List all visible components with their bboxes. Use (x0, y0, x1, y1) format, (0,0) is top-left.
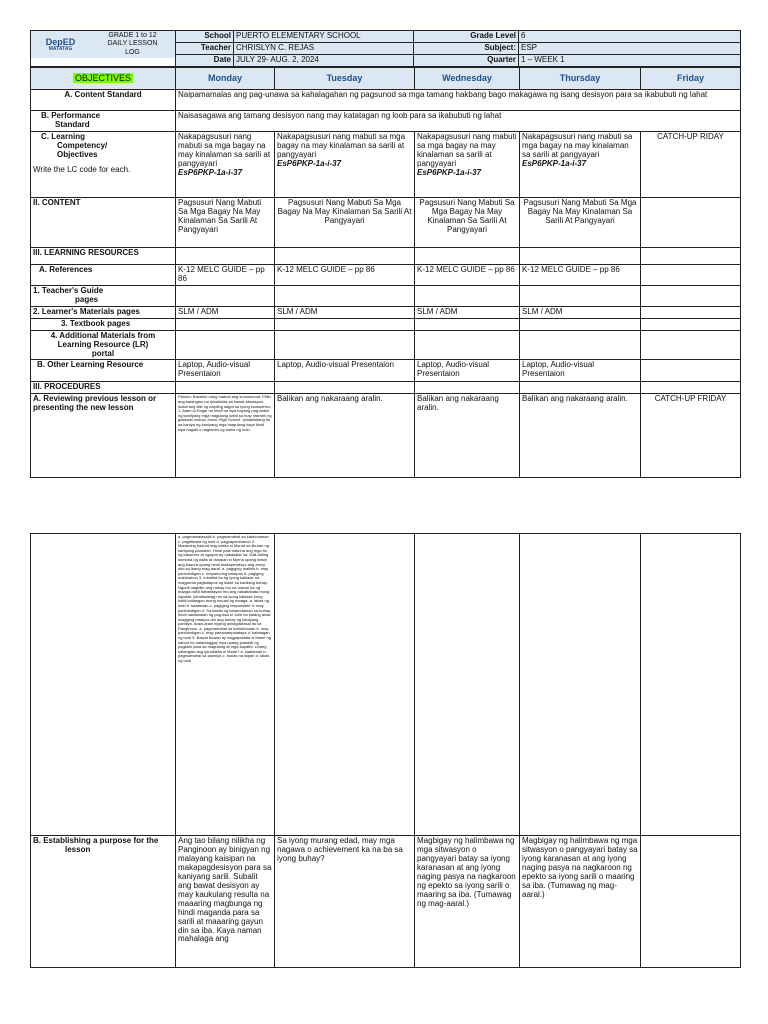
am-friday (641, 330, 741, 360)
tg-monday (176, 285, 275, 306)
learners-materials-row (31, 306, 741, 318)
purpose-label-line2: lesson (65, 844, 91, 854)
content-wednesday: Pagsusuri Nang Mabuti Sa Mga Bagay Na May Kinalaman Sa Sarili At Pangyayari (415, 197, 520, 247)
am-label-line3: portal (91, 348, 115, 358)
content-label: II. CONTENT (31, 197, 176, 247)
day-thursday: Thursday (520, 68, 641, 90)
school-value: PUERTO ELEMENTARY SCHOOL (234, 31, 414, 43)
references-tuesday: K-12 MELC GUIDE – pp 86 (275, 264, 415, 285)
review-continued-row (31, 534, 741, 836)
lc-label-line1: C. Learning (41, 131, 86, 141)
lc-friday: CATCH-UP RIDAY (641, 131, 741, 197)
objectives-label: OBJECTIVES (74, 73, 131, 84)
dll-table-page1 (30, 30, 741, 67)
performance-standard-label (31, 111, 176, 132)
teacher-value: CHRISLYN C. REJAS (234, 43, 414, 55)
matatag-logo-text: MATATAG (48, 45, 73, 52)
teacher-label: Teacher (176, 43, 234, 55)
objectives-header (31, 68, 176, 90)
review-continued-monday: a. pagmamalasakit b. pagmamahal sa katotohanan c. pagtitiwala ng loob d. pagpapahinahon 2. Maraming basura ang nakita ni Myrna sa ilkuran ng kaniyang paaralan. Hindi pala nakuha ang mga ito ng basurero at ngayon ay nakakalat na. Dali-daling kumuha ng walis at dustpan si Myrna upang linisin ang basura upang hindi makaperwisyo ang amoy nito sa ibang mag-aaral. a. pagiging malinis b. may paninindigan c. mapanuring kaisipan d. pagiging mahinahon 3. Inimbita ka ng iyong kaklase na magpunta pagkatapos ng klase sa kanilang bahay. Ngunit nagbilin ang nanay mo na umuwi ka ng maaga dahil babantayan mo ang nakababata mong kapatid. Ipinaliwanag mo sa iyong kaklase kung bakit kailangan mong umuwi ng maaga. a. lakas ng loob b. kaalaman c. pagiging responsible d. may paninindigan 4. Sa kabila ng karamdaman sa buhay, hindi nawawalan ng pag-asa si Julie na balang araw magiging maayos din ang buhay ng kaniyang pamilya. Araw-araw niyang ipinagdarasal ito sa Panginoon. a. pagmamahal sa katotohanan b. may paninindigan c. may pananampalataya d. katatagan ng loob 5. Bawat buwan ay nagpapadala si Marie ng sahod na natatanggap niya upang ipambili ng pagkain para sa magulang at mga kapatid. Unang katangian ang ipinakikita ni Marie? a. kaalaman b. pagmamahal sa pamilya c. bukas na isipan d. lakas ng loob (176, 534, 275, 836)
content-standard-value: Naipamamalas ang pag-unawa sa kahalagahan ng pagsunod sa mga tamang hakbang bago makagawa ng isang desisyon para sa ikabubuti ng lahat (176, 90, 741, 111)
olr-monday: Laptop, Audio-visual Presentaion (176, 360, 275, 382)
lc-wednesday-code: EsP6PKP-1a-i-37 (417, 167, 482, 177)
lc-label-line2: Competency/ (57, 140, 108, 150)
content-row (31, 197, 741, 247)
resources-wednesday (415, 247, 520, 264)
days-header-row (31, 68, 741, 90)
grades-label: GRADE 1 to 12 (108, 32, 157, 39)
tb-thursday (520, 318, 641, 330)
content-friday (641, 197, 741, 247)
lc-monday-code: EsP6PKP-1a-i-37 (178, 167, 243, 177)
learners-materials-label: 2. Learner's Materials pages (31, 306, 176, 318)
lc-tuesday (275, 131, 415, 197)
references-label: A. References (31, 264, 176, 285)
am-label-line1: 4. Additional Materials from (50, 330, 156, 340)
content-standard-row (31, 90, 741, 111)
lc-label-line3: Objectives (57, 149, 98, 159)
lc-thursday-code: EsP6PKP-1a-i-37 (522, 158, 587, 168)
tg-wednesday (415, 285, 520, 306)
am-monday (176, 330, 275, 360)
purpose-monday: Ang tao bilang nilikha ng Panginoon ay binigyan ng malayang kaisipan na makapagdesisyon para sa kaniyang sarili. Subalit ang bawat desisyon ay may kaukulang resulta na maaaring magbunga ng hindi maganda para sa sarili at maaaring gayun din sa iba. Kaya naman mahalaga ang (176, 836, 275, 968)
quarter-label: Quarter (414, 55, 519, 67)
logo-block (31, 31, 176, 67)
school-label: School (176, 31, 234, 43)
lc-thursday-text: Nakapagsusuri nang mabuti sa mga bagay na may kinalaman sa sarili at pangyayari (522, 131, 633, 159)
tb-friday (641, 318, 741, 330)
deped-logo-text: DepED (45, 36, 76, 47)
review-wednesday: Balikan ang nakaraang aralin. (415, 394, 520, 478)
tg-friday (641, 285, 741, 306)
learning-competency-label (31, 131, 176, 197)
review-continued-label (31, 534, 176, 836)
learning-competency-row (31, 131, 741, 197)
additional-materials-row (31, 330, 741, 360)
dll-body-page1 (30, 67, 741, 478)
day-wednesday: Wednesday (415, 68, 520, 90)
tb-tuesday (275, 318, 415, 330)
proc-tuesday (275, 382, 415, 394)
olr-thursday: Laptop, Audio-visual Presentaion (520, 360, 641, 382)
review-friday: CATCH-UP FRIDAY (641, 394, 741, 478)
subject-value: ESP (519, 43, 741, 55)
purpose-row (31, 836, 741, 968)
references-row (31, 264, 741, 285)
lm-wednesday: SLM / ADM (415, 306, 520, 318)
other-resources-row (31, 360, 741, 382)
resources-tuesday (275, 247, 415, 264)
lm-monday: SLM / ADM (176, 306, 275, 318)
dll-body-page2 (30, 533, 741, 968)
olr-tuesday: Laptop, Audio-visual Presentaion (275, 360, 415, 382)
lc-monday-text: Nakapagsusuri nang mabuti sa mga bagay na may kinalaman sa sarili at pangyayari (178, 131, 271, 168)
proc-monday (176, 382, 275, 394)
tg-label-line1: 1. Teacher's Guide (33, 285, 104, 295)
review-continued-wednesday (415, 534, 520, 836)
review-label: A. Reviewing previous lesson or presenting the new lesson (31, 394, 176, 478)
tg-thursday (520, 285, 641, 306)
review-continued-tuesday (275, 534, 415, 836)
additional-materials-label (31, 330, 176, 360)
olr-wednesday: Laptop, Audio-visual Presentaion (415, 360, 520, 382)
textbook-row (31, 318, 741, 330)
deped-logo (31, 31, 90, 58)
resources-thursday (520, 247, 641, 264)
lc-thursday (520, 131, 641, 197)
content-standard-label: A. Content Standard (31, 90, 176, 111)
other-resources-label: B. Other Learning Resource (31, 360, 176, 382)
proc-friday (641, 382, 741, 394)
proc-wednesday (415, 382, 520, 394)
review-tuesday: Balikan ang nakaraang aralin. (275, 394, 415, 478)
review-thursday: Balikan ang nakaraang aralin. (520, 394, 641, 478)
textbook-label: 3. Textbook pages (31, 318, 176, 330)
resources-monday (176, 247, 275, 264)
grade-level-label: Grade Level (414, 31, 519, 43)
olr-friday (641, 360, 741, 382)
doc-title-line1: DAILY LESSON (107, 40, 158, 48)
purpose-thursday: Magbigay ng halimbawa ng mga sitwasyon o pangyayari batay sa iyong karanasan at ang iyong naging pasya na nagkaroon ng epekto sa iyong sarili o maaring sa iba. (Tumawag ng mag-aaral.) (520, 836, 641, 968)
references-friday (641, 264, 741, 285)
am-wednesday (415, 330, 520, 360)
tb-monday (176, 318, 275, 330)
perf-label-line2: Standard (55, 119, 90, 129)
quarter-value: 1 – WEEK 1 (519, 55, 741, 67)
lc-monday (176, 131, 275, 197)
tg-label-line2: pages (75, 294, 99, 304)
content-tuesday: Pagsusuri Nang Mabuti Sa Mga Bagay Na May Kinalaman Sa Sarili At Pangyayari (275, 197, 415, 247)
learning-resources-row (31, 247, 741, 264)
proc-thursday (520, 382, 641, 394)
review-row (31, 394, 741, 478)
lm-tuesday: SLM / ADM (275, 306, 415, 318)
day-tuesday: Tuesday (275, 68, 415, 90)
references-wednesday: K-12 MELC GUIDE – pp 86 (415, 264, 520, 285)
grade-level-value: 6 (519, 31, 741, 43)
references-thursday: K-12 MELC GUIDE – pp 86 (520, 264, 641, 285)
am-thursday (520, 330, 641, 360)
learning-resources-label: III. LEARNING RESOURCES (31, 247, 176, 264)
tb-wednesday (415, 318, 520, 330)
header-row-school (31, 31, 741, 43)
teachers-guide-label (31, 285, 176, 306)
day-friday: Friday (641, 68, 741, 90)
lc-wednesday (415, 131, 520, 197)
dll-title-block (90, 31, 175, 58)
perf-label-line1: B. Performance (41, 111, 101, 120)
resources-friday (641, 247, 741, 264)
doc-title-line2: LOG (125, 48, 140, 56)
purpose-tuesday: Sa iyong murang edad, may mga nagawa o achievement ka na ba sa iyong buhay? (275, 836, 415, 968)
date-value: JULY 29- AUG. 2, 2024 (234, 55, 414, 67)
lm-friday (641, 306, 741, 318)
references-monday: K-12 MELC GUIDE – pp 86 (176, 264, 275, 285)
lc-tuesday-text: Nakapagsusuri nang mabuti sa mga bagay na may kinalaman sa sarili at pangyayari (277, 131, 406, 159)
date-label: Date (176, 55, 234, 67)
am-tuesday (275, 330, 415, 360)
lc-tuesday-code: EsP6PKP-1a-i-37 (277, 158, 342, 168)
tg-tuesday (275, 285, 415, 306)
am-label-line2: Learning Resource (LR) (57, 339, 149, 349)
procedures-label: III. PROCEDURES (31, 382, 176, 394)
performance-standard-row (31, 111, 741, 132)
review-continued-friday (641, 534, 741, 836)
content-thursday: Pagsusuri Nang Mabuti Sa Mga Bagay Na May Kinalaman Sa Sarili At Pangyayari (520, 197, 641, 247)
content-monday: Pagsusuri Nang Mabuti Sa Mga Bagay Na May Kinalaman Sa Sarili At Pangyayari (176, 197, 275, 247)
purpose-friday (641, 836, 741, 968)
review-continued-thursday (520, 534, 641, 836)
performance-standard-value: Naisasagawa ang tamang desisyon nang may katatagan ng loob para sa ikabubuti ng lahat (176, 111, 741, 132)
purpose-label (31, 836, 176, 968)
review-monday: Panuto: Basahin nang mabuti ang sumusunod. Piliin ang katangian na ipinakikita sa bawat sitwasyon. Isulat ang titik ng napiling sagot sa iyong kuwaderno. 1. Alam ni Edgar na hindi na siya kayang pag-aralin ng kanilyang mga magulang dahil sa may marami ng gastusin simula Junior High School. Ipinakikitang ito sa kaniya ng kaniyang mga magulang kaya hindi siya nagalit o nagtanim ng sama ng loob. (176, 394, 275, 478)
lc-note: Write the LC code for each. (33, 164, 131, 174)
subject-label: Subject: (414, 43, 519, 55)
purpose-label-line1: B. Establishing a purpose for the (33, 836, 159, 845)
teachers-guide-row (31, 285, 741, 306)
lm-thursday: SLM / ADM (520, 306, 641, 318)
lc-wednesday-text: Nakapagsusuri nang mabuti sa mga bagay na may kinalaman sa sarili at pangyayari (417, 131, 517, 168)
procedures-row (31, 382, 741, 394)
day-monday: Monday (176, 68, 275, 90)
purpose-wednesday: Magbigay ng halimbawa ng mga sitwasyon o pangyayari batay sa iyong karanasan at ang iyong naging pasya na nagkaroon ng epekto sa iyong sarili o maaring sa iba. (Tumawag ng mag-aaral.) (415, 836, 520, 968)
